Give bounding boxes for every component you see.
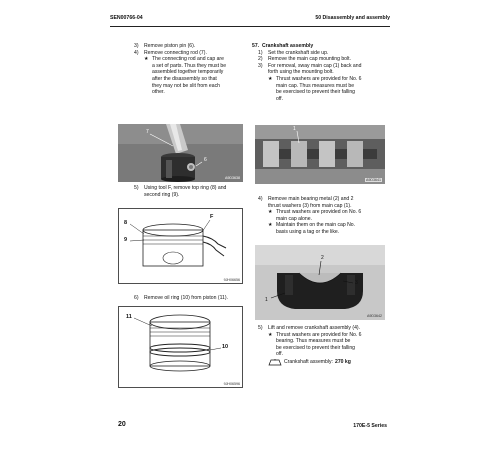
callout-f: F (210, 214, 214, 220)
figure-code: A9D3642 (367, 314, 382, 318)
figure-code: 9JH06656 (223, 278, 240, 282)
star-icon: ★ (268, 222, 273, 229)
step-4: 4) Remove main bearing metal (2) and 2 thrust washers (3) from main cap (1). (258, 196, 354, 209)
note-step-4: ★ The connecting rod and cap are a set of parts. Thus they must be assembled together temporarily after the disassembly so that they may not be slit from each other. (144, 56, 227, 96)
callout-1: 1 (265, 297, 268, 303)
step-3: 3) For removal, sway main cap (1) back and forth using the mounting bolt. (258, 62, 362, 76)
document-code: SEN00766-04 (110, 15, 143, 21)
photo-piston-connecting-rod (118, 124, 243, 182)
header-rule (110, 26, 390, 27)
note-step-4b: ★ Maintain them on the main cap No. basis using a tag or the like. (268, 222, 355, 235)
step-5: 5) Using tool F, remove top ring (8) and second ring (9). (134, 185, 227, 198)
series-name: 170E-5 Series (353, 423, 387, 429)
main-cap-photo-graphic (255, 245, 385, 320)
callout-3: 3 (355, 280, 358, 286)
page-number: 20 (118, 421, 126, 428)
star-icon: ★ (144, 56, 149, 63)
callout-8: 8 (124, 220, 128, 226)
page-header (110, 15, 390, 25)
left-steps-3-4 (134, 43, 256, 96)
weight-icon (268, 359, 282, 366)
step-1: 1) Set the crankshaft side up. (258, 49, 329, 56)
note-step-3: ★ Thrust washers are provided for No. 6 main cap. Thus measures must be be exercised to prevent their falling off. (268, 75, 362, 102)
callout-6: 6 (204, 157, 207, 163)
drawing-ring-removal (118, 208, 243, 284)
piston-rod-photo-graphic (118, 124, 243, 182)
chapter-title: 50 Disassembly and assembly (315, 15, 390, 21)
right-step-4 (258, 196, 386, 236)
star-icon: ★ (268, 75, 273, 82)
callout-2: 2 (321, 255, 324, 261)
star-icon: ★ (268, 209, 273, 216)
left-step-6 (134, 295, 258, 302)
figure-code: A9D3641 (366, 178, 381, 182)
callout-10: 10 (222, 344, 229, 350)
callout-9: 9 (124, 237, 128, 243)
right-step-5 (258, 325, 388, 366)
photo-crankshaft-block (255, 125, 385, 184)
callout-11: 11 (126, 314, 132, 320)
ring-removal-drawing (118, 208, 243, 284)
steps-1-3 (252, 50, 386, 103)
step-3: 3) Remove piston pin (6). (134, 43, 196, 49)
section-title: 57. Crankshaft assembly (252, 43, 314, 49)
step-4: 4) Remove connecting rod (7). (134, 49, 207, 56)
figure-code: 9JH06596 (223, 382, 240, 386)
weight-label: Crankshaft assembly: (284, 359, 333, 366)
figure-code: A9D3638 (225, 176, 240, 180)
crankshaft-photo-graphic (255, 125, 385, 184)
left-step-5 (134, 185, 256, 198)
weight-line (258, 359, 388, 366)
photo-main-cap (255, 245, 385, 320)
right-section-57 (252, 43, 386, 102)
note-step-5: ★ Thrust washers are provided for No. 6 bearing. Thus measures must be be exercised to prevent their falling off. (268, 331, 362, 358)
drawing-oil-ring (118, 306, 243, 388)
callout-7: 7 (146, 129, 149, 135)
step-2: 2) Remove the main cap mounting bolt. (258, 56, 351, 63)
step-5: 5) Lift and remove crankshaft assembly (4). (258, 325, 361, 331)
step-6: 6) Remove oil ring (10) from piston (11). (134, 295, 228, 301)
star-icon: ★ (268, 331, 273, 338)
weight-value: 270 kg (334, 359, 351, 366)
note-step-4a: ★ Thrust washers are provided on No. 6 main cap alone. (268, 209, 362, 222)
callout-1: 1 (293, 126, 296, 132)
